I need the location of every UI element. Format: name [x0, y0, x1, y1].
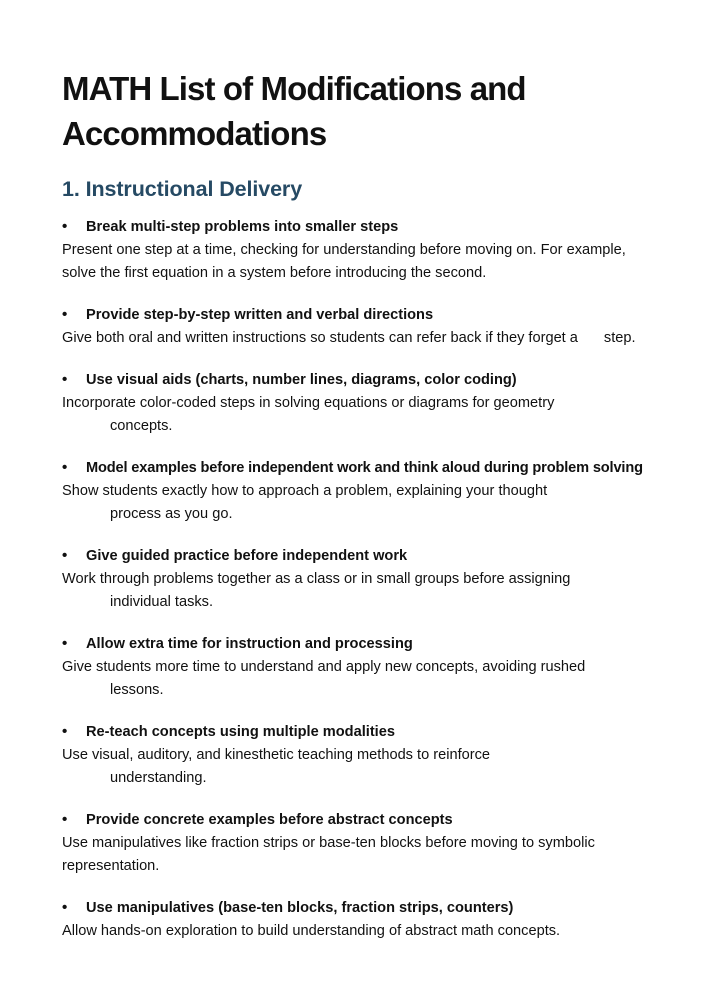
item-description [62, 480, 702, 526]
description-line: Use manipulatives like fraction strips or base-ten blocks before moving to symbolic [62, 835, 595, 851]
description-line: Work through problems together as a class or in small groups before assigning [62, 571, 571, 587]
document-title: MATH List of Modifications and Accommodations [62, 70, 526, 152]
item-title: Give guided practice before independent work [86, 548, 408, 564]
list-item [62, 368, 702, 438]
item-description [62, 327, 702, 350]
item-title: Allow extra time for instruction and processing [86, 636, 413, 652]
bullet-icon: • [62, 723, 68, 740]
accommodation-list [62, 215, 702, 943]
description-line: Incorporate color-coded steps in solving equations or diagrams for geometry [62, 395, 555, 411]
bullet-icon: • [62, 218, 68, 235]
item-description [62, 744, 702, 790]
item-title: Use manipulatives (base-ten blocks, fraction strips, counters) [86, 900, 514, 916]
description-line: Give both oral and written instructions so students can refer back if they forget a [62, 330, 578, 346]
description-line: process as you go. [110, 506, 233, 522]
item-heading [62, 896, 702, 920]
item-title: Model examples before independent work and think aloud during problem solving [86, 460, 643, 476]
list-item [62, 896, 702, 943]
description-line: Allow hands-on exploration to build understanding of abstract math concepts. [62, 923, 561, 939]
description-line: concepts. [110, 418, 173, 434]
description-line: individual tasks. [110, 594, 214, 610]
description-line: Use visual, auditory, and kinesthetic teaching methods to reinforce [62, 747, 491, 763]
item-description [62, 920, 702, 943]
bullet-icon: • [62, 899, 68, 916]
item-heading [62, 720, 702, 744]
item-title: Re-teach concepts using multiple modalities [86, 724, 395, 740]
list-item [62, 303, 702, 350]
item-heading [62, 808, 702, 832]
list-item [62, 720, 702, 790]
item-description [62, 832, 702, 878]
bullet-icon: • [62, 547, 68, 564]
item-description [62, 568, 702, 614]
item-heading [62, 303, 702, 327]
item-title: Break multi-step problems into smaller steps [86, 219, 399, 235]
item-description [62, 239, 702, 285]
bullet-icon: • [62, 635, 68, 652]
item-title: Provide concrete examples before abstract concepts [86, 812, 453, 828]
item-title: Provide step-by-step written and verbal directions [86, 307, 434, 323]
item-heading [62, 456, 702, 480]
description-line: solve the first equation in a system before introducing the second. [62, 265, 487, 281]
item-heading [62, 368, 702, 392]
description-line: Present one step at a time, checking for understanding before moving on. For example, [62, 242, 626, 258]
item-heading [62, 544, 702, 568]
description-line: understanding. [110, 770, 207, 786]
bullet-icon: • [62, 459, 68, 476]
document-page [62, 66, 702, 961]
section-heading: 1. Instructional Delivery [62, 177, 303, 201]
list-item [62, 808, 702, 878]
bullet-icon: • [62, 811, 68, 828]
bullet-icon: • [62, 306, 68, 323]
description-line: representation. [62, 858, 160, 874]
list-item [62, 215, 702, 285]
list-item [62, 544, 702, 614]
description-tail: step. [603, 330, 636, 346]
item-title: Use visual aids (charts, number lines, diagrams, color coding) [86, 372, 517, 388]
item-description [62, 392, 702, 438]
list-item [62, 632, 702, 702]
item-description [62, 656, 702, 702]
description-line: lessons. [110, 682, 164, 698]
item-heading [62, 632, 702, 656]
bullet-icon: • [62, 371, 68, 388]
list-item [62, 456, 702, 526]
description-line: Show students exactly how to approach a problem, explaining your thought [62, 483, 548, 499]
description-line: Give students more time to understand and apply new concepts, avoiding rushed [62, 659, 586, 675]
item-heading [62, 215, 702, 239]
